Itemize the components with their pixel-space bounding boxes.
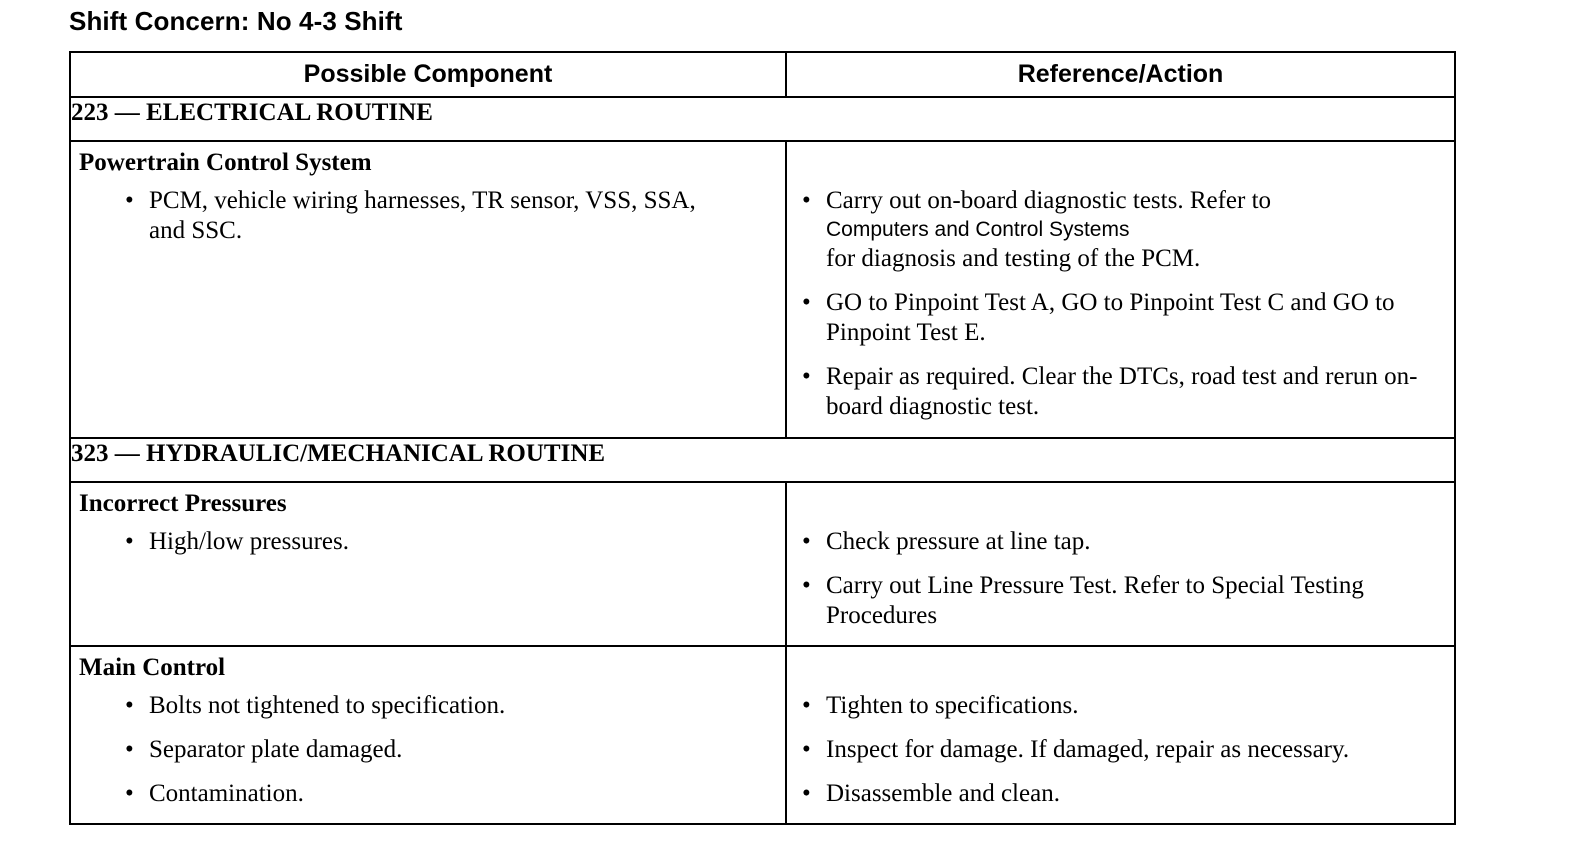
section-row xyxy=(70,97,1455,141)
reference-link: Computers and Control Systems xyxy=(826,218,1130,241)
list-item: • Disassemble and clean. xyxy=(787,779,1454,809)
group-heading: Powertrain Control System xyxy=(79,149,372,176)
action-list xyxy=(787,186,1454,422)
list-item: • Inspect for damage. If damaged, repair as necessary. xyxy=(787,735,1454,765)
list-item: • High/low pressures. xyxy=(71,527,785,557)
component-list xyxy=(71,527,785,557)
section-row xyxy=(70,438,1455,482)
component-cell xyxy=(70,646,786,824)
diagnosis-table xyxy=(69,51,1456,825)
component-cell xyxy=(70,141,786,438)
component-list xyxy=(71,186,785,246)
section-title: 323 — HYDRAULIC/MECHANICAL ROUTINE xyxy=(70,438,1455,482)
action-list xyxy=(787,691,1454,809)
list-item: • Bolts not tightened to specification. xyxy=(71,691,785,721)
list-item: • Check pressure at line tap. xyxy=(787,527,1454,557)
action-text: for diagnosis and testing of the PCM. xyxy=(826,245,1201,272)
table-row xyxy=(70,646,1455,824)
list-item: • Tighten to specifications. xyxy=(787,691,1454,721)
group-heading: Main Control xyxy=(79,654,226,681)
page-title: Shift Concern: No 4-3 Shift xyxy=(69,6,403,36)
list-item: • PCM, vehicle wiring harnesses, TR sensor, VSS, SSA, and SSC. xyxy=(71,186,785,246)
component-list xyxy=(71,691,785,809)
header-reference-action: Reference/Action xyxy=(786,52,1455,97)
table-row xyxy=(70,141,1455,438)
action-text: Carry out on-board diagnostic tests. Refer to xyxy=(826,187,1272,214)
list-item: • Carry out Line Pressure Test. Refer to Special Testing Procedures xyxy=(787,571,1454,631)
component-cell xyxy=(70,482,786,646)
action-cell xyxy=(786,646,1455,824)
table-row xyxy=(70,482,1455,646)
header-possible-component: Possible Component xyxy=(70,52,786,97)
list-item: • Separator plate damaged. xyxy=(71,735,785,765)
list-item: • Contamination. xyxy=(71,779,785,809)
action-cell xyxy=(786,141,1455,438)
table-header-row xyxy=(70,52,1455,97)
list-item: • Repair as required. Clear the DTCs, road test and rerun on-board diagnostic test. xyxy=(787,362,1454,422)
action-list xyxy=(787,527,1454,631)
list-item xyxy=(787,186,1454,274)
action-cell xyxy=(786,482,1455,646)
group-heading: Incorrect Pressures xyxy=(79,490,287,517)
section-title: 223 — ELECTRICAL ROUTINE xyxy=(70,97,1455,141)
list-item: • GO to Pinpoint Test A, GO to Pinpoint Test C and GO to Pinpoint Test E. xyxy=(787,288,1454,348)
